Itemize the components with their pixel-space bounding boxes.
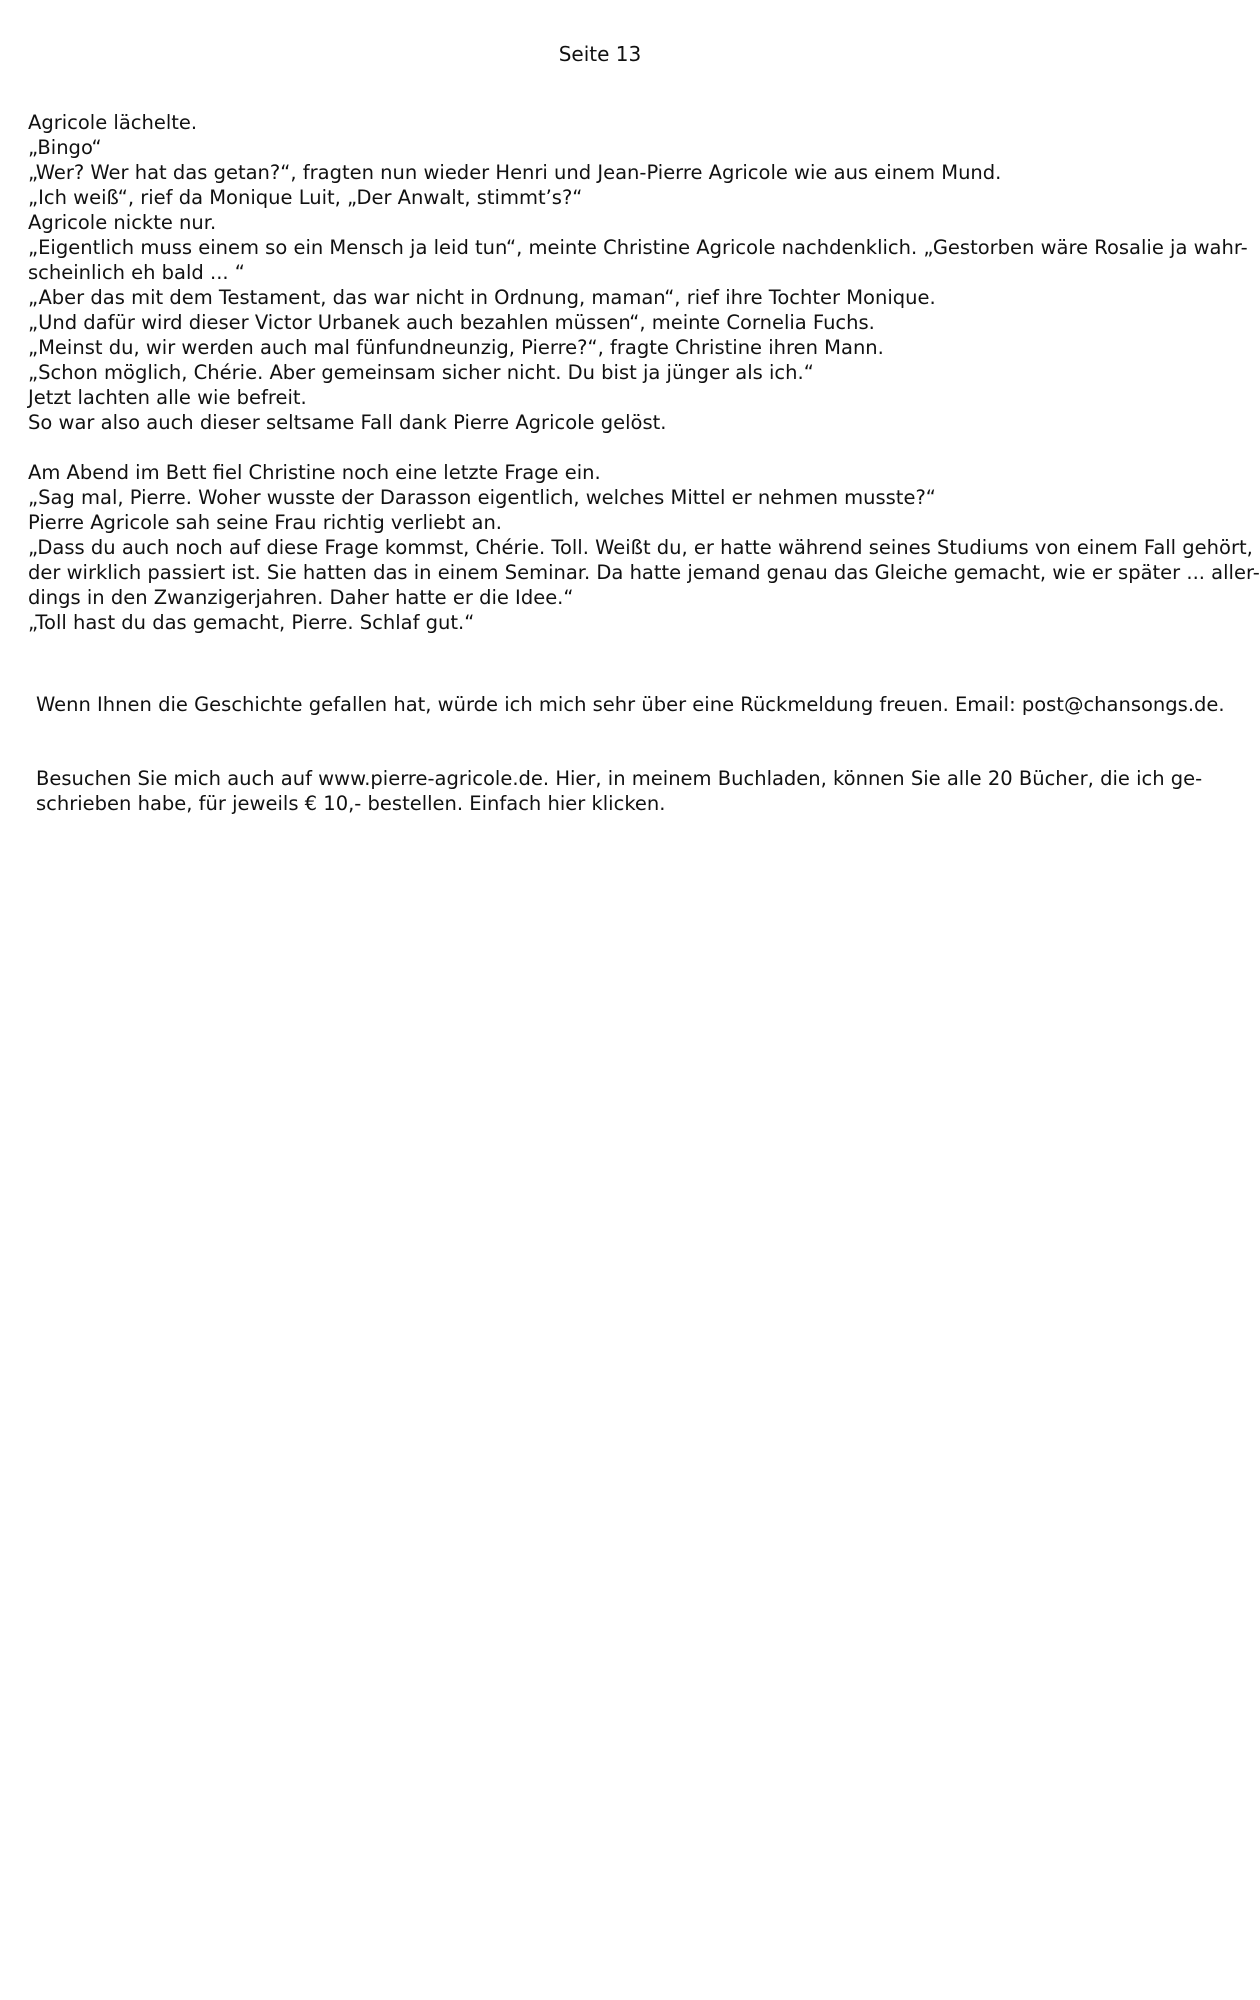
story-line: „Wer? Wer hat das getan?“, fragten nun wieder Henri und Jean-Pierre Agricole wie aus einem Mund.: [28, 161, 1002, 184]
story-line: dings in den Zwanzigerjahren. Daher hatte er die Idee.“: [28, 586, 574, 609]
feedback-note: [36, 692, 1225, 717]
paragraph-gap: [28, 435, 1188, 460]
website-note: [36, 766, 1203, 816]
story-line: So war also auch dieser seltsame Fall dank Pierre Agricole gelöst.: [28, 411, 667, 434]
page-number: Seite 13: [558, 42, 642, 66]
website-link[interactable]: www.pierre-agricole.de: [318, 767, 543, 790]
story-line: scheinlich eh bald ... “: [28, 261, 245, 284]
story-line: „Bingo“: [28, 136, 102, 159]
website-prefix: Besuchen Sie mich auch auf: [36, 767, 319, 790]
website-suffix: . Hier, in meinem Buchladen, können Sie alle 20 Bücher, die ich ge-: [542, 767, 1203, 790]
story-text: [28, 110, 1260, 635]
story-line: „Aber das mit dem Testament, das war nicht in Ordnung, maman“, rief ihre Tochter Monique.: [28, 286, 936, 309]
story-line: „Meinst du, wir werden auch mal fünfundneunzig, Pierre?“, fragte Christine ihren Mann.: [28, 336, 884, 359]
story-line: „Ich weiß“, rief da Monique Luit, „Der Anwalt, stimmt’s?“: [28, 186, 583, 209]
story-line: „Dass du auch noch auf diese Frage kommst, Chérie. Toll. Weißt du, er hatte während seines Studiums von einem Fall gehört,: [28, 536, 1253, 559]
feedback-line: [36, 692, 1225, 717]
website-line: [36, 766, 1203, 791]
story-line: Am Abend im Bett fiel Christine noch eine letzte Frage ein.: [28, 461, 601, 484]
story-line: Agricole nickte nur.: [28, 211, 217, 234]
story-line: Jetzt lachten alle wie befreit.: [28, 386, 307, 409]
story-line: „Schon möglich, Chérie. Aber gemeinsam sicher nicht. Du bist ja jünger als ich.“: [28, 361, 814, 384]
email-link[interactable]: post@chansongs.de: [1021, 693, 1219, 716]
story-line: Pierre Agricole sah seine Frau richtig verliebt an.: [28, 511, 503, 534]
feedback-text: Wenn Ihnen die Geschichte gefallen hat, würde ich mich sehr über eine Rückmeldung freuen. Email:: [36, 693, 1022, 716]
feedback-end: .: [1218, 693, 1225, 716]
order-text: schrieben habe, für jeweils € 10,- bestellen.: [36, 792, 470, 815]
story-line: „Eigentlich muss einem so ein Mensch ja leid tun“, meinte Christine Agricole nachdenklich. „Gestorben wäre Rosalie ja wahr-: [28, 236, 1248, 259]
story-line: der wirklich passiert ist. Sie hatten das in einem Seminar. Da hatte jemand genau das Gleiche gemacht, wie er später ... aller-: [28, 561, 1260, 584]
story-line: Agricole lächelte.: [28, 111, 198, 134]
story-line: „Toll hast du das gemacht, Pierre. Schlaf gut.“: [28, 611, 475, 634]
story-line: „Und dafür wird dieser Victor Urbanek auch bezahlen müssen“, meinte Cornelia Fuchs.: [28, 311, 875, 334]
story-line: „Sag mal, Pierre. Woher wusste der Darasson eigentlich, welches Mittel er nehmen musste?“: [28, 486, 936, 509]
website-line: [36, 791, 1186, 816]
click-here-link[interactable]: Einfach hier klicken.: [469, 792, 666, 815]
